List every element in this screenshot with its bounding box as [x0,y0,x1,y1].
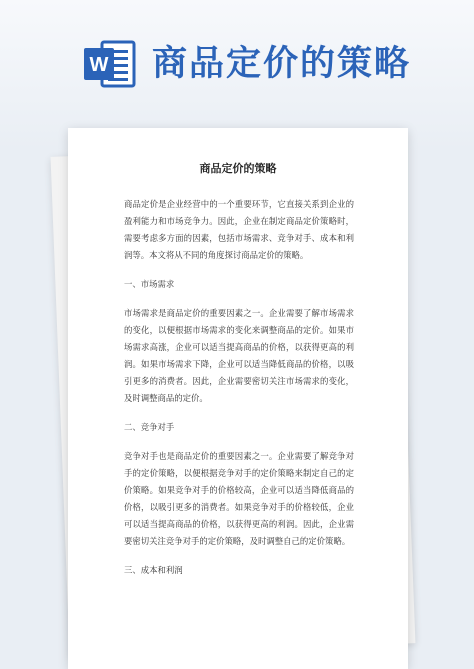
document-body [124,196,354,591]
document-title: 商品定价的策略 [199,162,277,175]
section-heading-cost-profit: 三、成本和利润 [124,565,183,575]
intro-paragraph: 商品定价是企业经营中的一个重要环节，它直接关系到企业的盈利能力和市场竞争力。因此，企业在制定商品定价策略时，需要考虑多方面的因素，包括市场需求、竞争对手、成本和利润等。本文将从不同的角度探讨商品定价的策略。 [124,199,354,260]
section-heading-competitors: 二、竞争对手 [124,422,175,432]
section-heading-market: 一、市场需求 [124,279,175,289]
section-body-market: 市场需求是商品定价的重要因素之一。企业需要了解市场需求的变化，以便根据市场需求的变化来调整商品的定价。如果市场需求高涨，企业可以适当提高商品的价格，以获得更高的利润。如果市场需求下降，企业可以适当降低商品的价格，以吸引更多的消费者。因此，企业需要密切关注市场需求的变化，及时调整商品的定价。 [124,308,354,403]
banner-title: 商品定价的策略 [152,44,412,84]
word-icon [82,36,138,92]
header [0,28,474,108]
document-page [68,128,408,669]
section-body-competitors: 竞争对手也是商品定价的重要因素之一。企业需要了解竞争对手的定价策略，以便根据竞争对手的定价策略来制定自己的定价策略。如果竞争对手的价格较高，企业可以适当降低商品的价格，以吸引更多的消费者。如果竞争对手的价格较低，企业可以适当提高商品的价格，以获得更高的利润。因此，企业需要密切关注竞争对手的定价策略，及时调整自己的定价策略。 [124,451,354,546]
word-icon-letter: W [89,54,109,76]
